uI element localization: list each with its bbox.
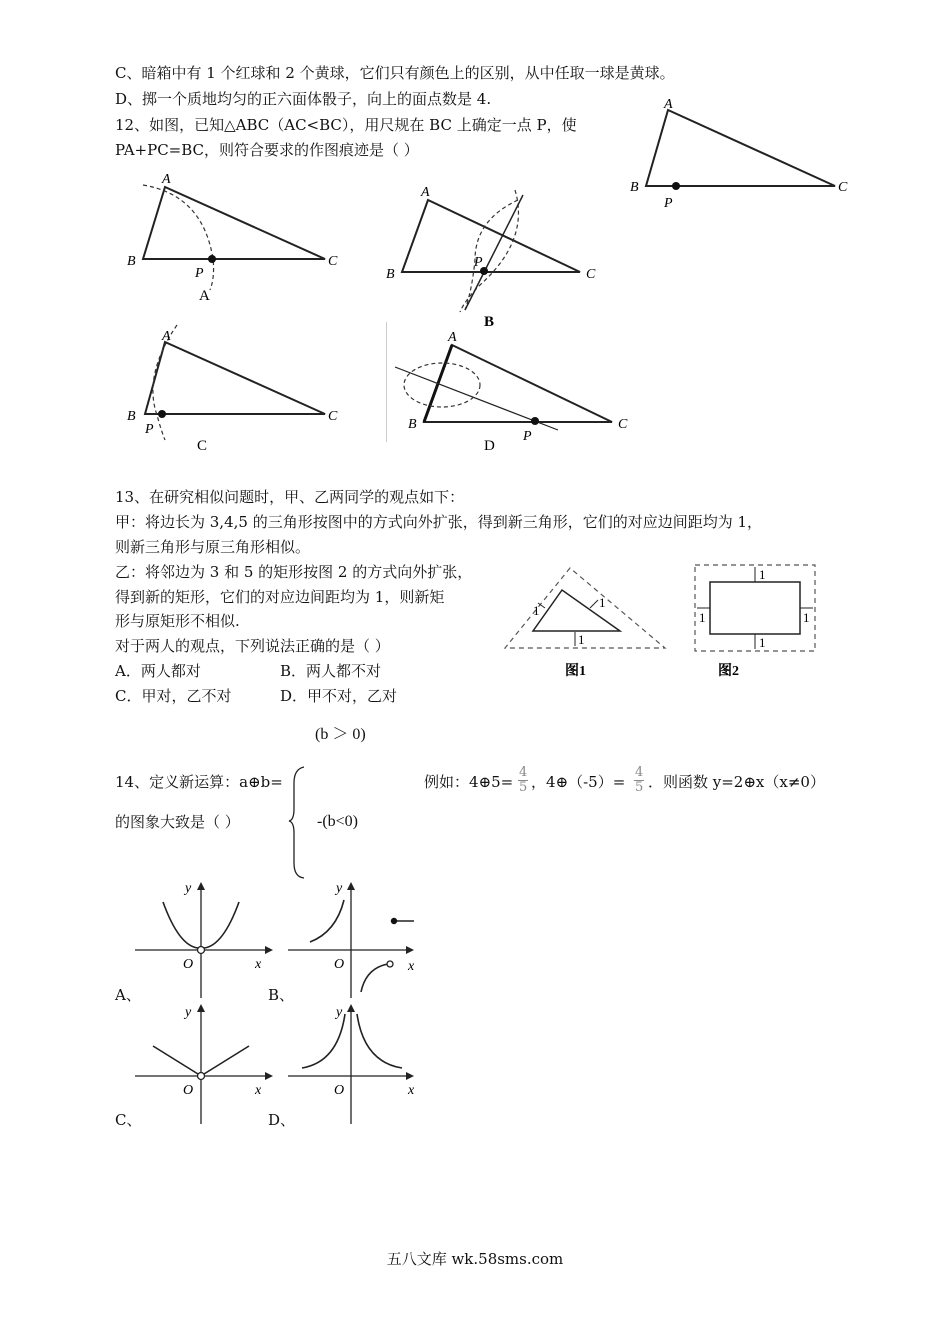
footer-watermark-text: 五八文库 wk.58sms.com [386, 1250, 564, 1268]
y-axis-arrow [347, 1004, 355, 1012]
q11-option-d: D、掷一个质地均匀的正六面体骰子，向上的面点数是 4. [115, 90, 492, 108]
q13-option-a: A．两人都对 [115, 662, 201, 680]
distance-label: 1 [759, 567, 766, 582]
curve-right [361, 964, 388, 992]
figure-separator [386, 322, 387, 442]
q13-option-d: D．甲不对，乙对 [280, 687, 398, 705]
fraction-denominator: 5 [635, 780, 644, 795]
q14-graph-b [288, 880, 428, 1000]
q14-option-b-label: B、 [268, 986, 295, 1004]
y-axis-label: y [336, 881, 343, 896]
point-a-label: A [162, 172, 171, 187]
point-p-label: P [195, 266, 204, 281]
curve-right [204, 902, 239, 948]
expanded-triangle [505, 568, 665, 648]
point-b-label: B [386, 267, 395, 282]
distance-label: 1 [803, 610, 810, 625]
x-axis-label: x [255, 957, 262, 972]
q13-question: 对于两人的观点，下列说法正确的是（ ） [115, 637, 390, 655]
triangle [402, 200, 580, 272]
x-axis-arrow [265, 946, 273, 954]
q14-example-suffix: ．则函数 y=2⊕x（x≠0） [648, 773, 825, 791]
point-c-label: C [586, 267, 596, 282]
point-p-label: P [664, 196, 673, 210]
q14-example-fraction-1 [518, 766, 528, 795]
open-point [198, 947, 205, 954]
point-p-label: P [474, 255, 483, 270]
x-axis-arrow [265, 1072, 273, 1080]
q12-main-triangle-figure [620, 95, 860, 210]
triangle [143, 187, 325, 259]
distance-label: 1 [599, 595, 606, 610]
triangle-abc [646, 110, 835, 186]
x-axis-arrow [406, 946, 414, 954]
q14-example-fraction-2 [634, 766, 644, 795]
point-c-label: C [328, 254, 338, 269]
q13-option-b: B．两人都不对 [280, 662, 382, 680]
y-axis-arrow [197, 882, 205, 890]
fraction-denominator: 5 [519, 780, 528, 795]
original-triangle [533, 590, 620, 631]
q14-option-a-label: A、 [115, 986, 141, 1004]
q11-option-c: C、暗箱中有 1 个红球和 2 个黄球，它们只有颜色上的区别，从中任取一球是黄球。 [115, 64, 675, 82]
option-d-label: D [484, 438, 495, 454]
q13-option-c: C．甲对，乙不对 [115, 687, 232, 705]
point-p-dot [208, 255, 216, 263]
x-axis-arrow [406, 1072, 414, 1080]
option-c-label: C [197, 438, 208, 454]
arc-trace-1 [460, 190, 518, 312]
fraction-numerator: 4 [635, 765, 644, 780]
point-a-label: A [421, 185, 430, 200]
triangle [424, 345, 612, 422]
y-axis-label: y [336, 1005, 343, 1020]
curve-left [302, 1014, 345, 1068]
original-rectangle [710, 582, 800, 634]
q12-option-b-figure [380, 180, 620, 330]
y-axis-label: y [185, 881, 192, 896]
point-b-label: B [127, 254, 136, 269]
line-right [204, 1046, 249, 1074]
q13-yi-line3: 形与原矩形不相似. [115, 612, 240, 630]
distance-label: 1 [533, 603, 540, 618]
q13-jia-line2: 则新三角形与原三角形相似。 [115, 538, 311, 556]
q14-graph-d [288, 1000, 428, 1125]
point-a-label: A [664, 97, 673, 112]
point-c-label: C [618, 417, 628, 432]
y-axis-arrow [197, 1004, 205, 1012]
distance-label: 1 [699, 610, 706, 625]
q14-condition-positive: (b ＞ 0) [315, 726, 366, 743]
curve-right [357, 1014, 402, 1068]
open-point [198, 1073, 205, 1080]
closed-point [391, 918, 397, 924]
q14-option-c-label: C、 [115, 1111, 142, 1129]
distance-label: 1 [578, 632, 585, 647]
q12-stem-line1: 12、如图，已知△ABC（AC<BC），用尺规在 BC 上确定一点 P，使 [115, 116, 577, 134]
q13-yi-line1: 乙：将邻边为 3 和 5 的矩形按图 2 的方式向外扩张， [115, 563, 473, 581]
figure-1-caption: 图1 [565, 664, 586, 679]
curve-left [310, 900, 344, 942]
q13-yi-line2: 得到新的矩形，它们的对应边间距均为 1，则新矩 [115, 588, 445, 606]
q14-condition-negative: -(b<0) [317, 813, 359, 830]
point-c-label: C [838, 180, 848, 195]
y-axis-label: y [185, 1005, 192, 1020]
perpendicular-bisector [465, 195, 523, 310]
q12-option-d-figure [390, 325, 640, 455]
x-axis-label: x [408, 959, 415, 974]
q13-stem: 13、在研究相似问题时，甲、乙两同学的观点如下： [115, 488, 465, 506]
distance-arrow [590, 600, 598, 608]
q14-graph-a [135, 880, 275, 1000]
q12-option-c-figure [115, 320, 355, 460]
point-a-label: A [162, 329, 171, 344]
option-b-label: B [484, 314, 495, 330]
q14-graph-c [135, 1000, 275, 1125]
q12-stem-line2: PA+PC=BC，则符合要求的作图痕迹是（ ） [115, 141, 419, 159]
x-axis-label: x [408, 1083, 415, 1098]
triangle [145, 342, 325, 414]
y-axis-arrow [347, 882, 355, 890]
distance-label: 1 [759, 635, 766, 650]
option-a-label: A [199, 288, 210, 304]
curve-left [163, 902, 198, 948]
q12-option-a-figure [115, 165, 355, 305]
figure-2-caption: 图2 [718, 664, 739, 679]
origin-label: O [334, 957, 345, 972]
point-b-label: B [127, 409, 136, 424]
q13-figure-1 [500, 560, 675, 685]
piecewise-brace [288, 765, 308, 880]
q14-stem-line2: 的图象大致是（ ） [115, 813, 240, 831]
origin-label: O [183, 957, 194, 972]
q14-stem: 14、定义新运算：a⊕b= [115, 773, 283, 791]
q14-option-d-label: D、 [268, 1111, 296, 1129]
q14-example-middle: ，4⊕（-5）= [531, 773, 626, 791]
x-axis-label: x [255, 1083, 262, 1098]
point-b-label: B [630, 180, 639, 195]
point-p-dot [672, 182, 680, 190]
point-p-label: P [145, 422, 154, 437]
point-p-dot [531, 417, 539, 425]
q14-example-prefix: 例如：4⊕5= [424, 773, 514, 791]
point-b-label: B [408, 417, 417, 432]
point-p-label: P [523, 429, 532, 444]
origin-label: O [334, 1083, 345, 1098]
point-c-label: C [328, 409, 338, 424]
q13-figure-2 [690, 560, 825, 685]
fraction-numerator: 4 [519, 765, 528, 780]
q13-jia-line1: 甲：将边长为 3,4,5 的三角形按图中的方式向外扩张，得到新三角形，它们的对应边间距均为 1， [115, 513, 763, 531]
point-p-dot [158, 410, 166, 418]
origin-label: O [183, 1083, 194, 1098]
open-point [387, 961, 393, 967]
line-left [153, 1046, 198, 1074]
point-a-label: A [448, 330, 457, 345]
